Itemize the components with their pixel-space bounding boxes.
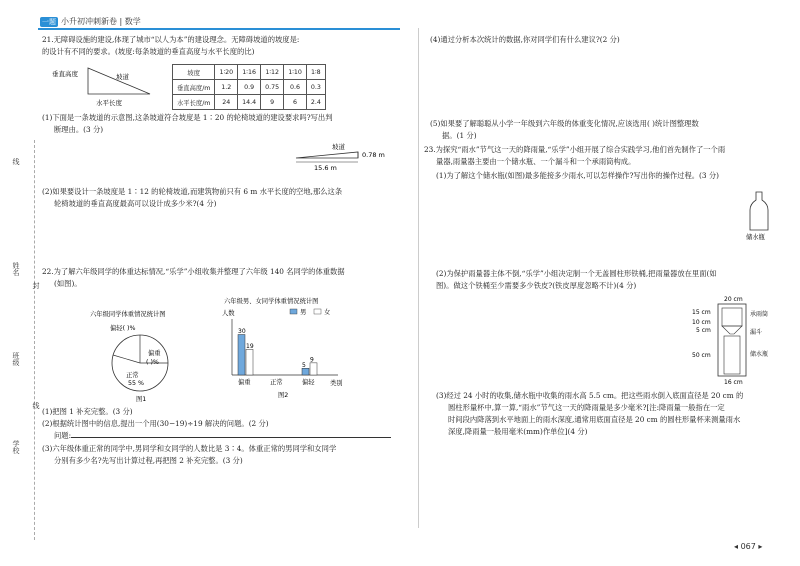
table-cell: 24 bbox=[215, 95, 238, 110]
bar-girl bbox=[310, 363, 317, 375]
q21-p1-line2: 断理由。(3 分) bbox=[54, 125, 104, 134]
q23-p3-line4: 深度,降雨量一般用毫米(mm)作单位](4 分) bbox=[448, 427, 588, 436]
q21-p1-line1: (1)下面是一条坡道的示意图,这条坡道符合坡度是 1∶20 的轮椅坡道的建设要求吗?写出判 bbox=[42, 113, 333, 122]
slope-table bbox=[172, 64, 326, 110]
q22-p2: (2)根据统计图中的信息,提出一个用(30−19)÷19 解决的问题。(2 分) bbox=[42, 419, 269, 428]
pie-label-normal: 正常 bbox=[126, 372, 139, 379]
q22-p2-blank-label: 问题: bbox=[54, 431, 72, 440]
q22-p3-line2: 分别有多少名?先写出计算过程,再把图 2 补充完整。(3 分) bbox=[54, 456, 243, 465]
q21-intro-line2: 的设计有不同的要求。(坡度:每条坡道的垂直高度与水平长度的比) bbox=[42, 47, 255, 56]
rain-cup bbox=[722, 308, 742, 326]
storage-bottle bbox=[724, 336, 740, 374]
bar-girl bbox=[246, 349, 253, 375]
q22-p1: (1)把图 1 补充完整。(3 分) bbox=[42, 407, 133, 416]
q23-intro-line2: 量器,雨量器主要由一个储水瓶、一个漏斗和一个承雨筒构成。 bbox=[436, 157, 636, 166]
page-number-text: 067 bbox=[740, 542, 756, 551]
dim-20cm: 20 cm bbox=[724, 296, 743, 303]
q22-p3-line1: (3)六年级体重正常的同学中,男同学和女同学的人数比是 3∶4。体重正常的男同学和女同学 bbox=[42, 444, 337, 453]
table-cell: 9 bbox=[261, 95, 284, 110]
pie-label-light: 偏轻( )% bbox=[110, 325, 136, 332]
bar-value-label: 5 bbox=[302, 361, 306, 369]
bar-boy bbox=[238, 335, 245, 376]
q22-intro-line1: 22.为了解六年级同学的体重达标情况,“乐学”小组收集并整理了六年级 140 名同学的体重数据 bbox=[42, 267, 345, 276]
table-cell: 14.4 bbox=[238, 95, 261, 110]
pie-title: 六年级同学体重情况统计图 bbox=[90, 311, 166, 318]
header-rule bbox=[38, 28, 400, 30]
q23-p2-line2: 图)。做这个铁桶至少需要多少铁皮?(铁皮厚度忽略不计)(4 分) bbox=[436, 281, 637, 290]
q23-p1: (1)为了解这个储水瓶(如图)最多能接多少雨水,可以怎样操作?写出你的操作过程。(3 分) bbox=[436, 171, 720, 180]
table-cell: 0.75 bbox=[261, 80, 284, 95]
q23-intro-line1: 23.为探究“雨水”节气这一天的降雨量,“乐学”小组开展了综合实践学习,他们首先制作了一个雨 bbox=[424, 145, 726, 154]
table-cell: 1∶8 bbox=[306, 65, 325, 80]
table-row bbox=[173, 95, 326, 110]
table-cell: 1.2 bbox=[215, 80, 238, 95]
pie-label-heavy-pct: ( )% bbox=[146, 359, 159, 366]
pie-divider bbox=[113, 355, 140, 363]
pie-caption: 图1 bbox=[136, 396, 147, 403]
bar-value-label: 19 bbox=[246, 342, 254, 350]
sketch-length-label: 水平长度 bbox=[96, 99, 122, 107]
dim-10cm: 10 cm bbox=[692, 319, 711, 326]
legend-girl-swatch bbox=[314, 309, 321, 314]
x-tick-label: 正常 bbox=[270, 379, 283, 386]
bar-caption: 图2 bbox=[278, 392, 289, 399]
bar-unit: 人数 bbox=[222, 310, 235, 317]
q22-intro-line2: (如图)。 bbox=[54, 279, 82, 288]
ramp-sketch bbox=[50, 62, 160, 110]
ramp-diagram bbox=[290, 138, 400, 172]
table-cell: 2.4 bbox=[306, 95, 325, 110]
label-cup: 承雨筒 bbox=[750, 311, 769, 318]
table-cell: 1∶12 bbox=[261, 65, 284, 80]
header-title: 小升初冲刺新卷 | 数学 bbox=[61, 17, 141, 26]
dim-50cm: 50 cm bbox=[692, 352, 711, 359]
bar-value-label: 9 bbox=[310, 356, 314, 364]
bar-value-label: 30 bbox=[238, 328, 246, 335]
pie-chart bbox=[90, 308, 200, 404]
table-cell: 水平长度/m bbox=[173, 95, 215, 110]
bottle-icon bbox=[750, 192, 768, 230]
q22-p4: (4)通过分析本次统计的数据,你对同学们有什么建议?(2 分) bbox=[430, 35, 620, 44]
q21-p2-line2: 轮椅坡道的垂直高度最高可以设计成多少米?(4 分) bbox=[54, 199, 217, 208]
margin-label-class: 班级 bbox=[12, 352, 20, 366]
dim-16cm: 16 cm bbox=[724, 379, 743, 386]
pie-label-heavy: 偏重 bbox=[148, 350, 161, 357]
pie-label-normal-pct: 55 % bbox=[128, 380, 144, 387]
prev-page-icon[interactable]: ◂ bbox=[734, 542, 739, 551]
water-bottle-figure bbox=[736, 190, 786, 240]
table-row bbox=[173, 65, 326, 80]
page-number bbox=[734, 542, 762, 551]
x-tick-label: 偏轻 bbox=[302, 379, 315, 386]
table-cell: 垂直高度/m bbox=[173, 80, 215, 95]
table-row bbox=[173, 80, 326, 95]
bar-boy bbox=[302, 368, 309, 375]
legend-boy: 男 bbox=[300, 309, 307, 316]
ramp-height-label: 0.78 m bbox=[362, 151, 385, 159]
legend-boy-swatch bbox=[290, 309, 297, 314]
funnel-icon bbox=[722, 326, 742, 334]
q23-p3-line1: (3)经过 24 小时的收集,储水瓶中收集的雨水高 5.5 cm。把这些雨水倒入底面直径是 20 cm 的 bbox=[436, 391, 744, 400]
ramp-length-label: 15.6 m bbox=[314, 164, 337, 172]
next-page-icon[interactable]: ▸ bbox=[758, 542, 763, 551]
table-cell: 0.9 bbox=[238, 80, 261, 95]
sketch-height-label: 垂直高度 bbox=[52, 70, 78, 78]
table-cell: 0.3 bbox=[306, 80, 325, 95]
table-cell: 6 bbox=[284, 95, 307, 110]
label-bottle: 储水瓶 bbox=[750, 351, 769, 358]
table-cell: 1∶16 bbox=[238, 65, 261, 80]
label-funnel: 漏斗 bbox=[750, 329, 763, 336]
table-cell: 0.6 bbox=[284, 80, 307, 95]
q23-p3-line3: 时间段内降落到水平地面上的雨水深度,通常用底面直径是 20 cm 的圆柱形量杯来测量雨水 bbox=[448, 415, 741, 424]
margin-label-name: 姓名 bbox=[12, 262, 20, 276]
q22-p5-line2: 据。(1 分) bbox=[442, 131, 477, 140]
series-badge: 一题 bbox=[42, 18, 56, 26]
margin-label-school: 学校 bbox=[12, 440, 20, 454]
answer-blank[interactable] bbox=[71, 437, 391, 438]
margin-label-line-1: 线 bbox=[12, 158, 20, 165]
sketch-ramp-label: 坡道 bbox=[116, 73, 129, 81]
table-cell: 1∶20 bbox=[215, 65, 238, 80]
q21-p2-line1: (2)如果要设计一条坡度是 1∶12 的轮椅坡道,而建筑物前只有 6 m 水平长度的空地,那么这条 bbox=[42, 187, 343, 196]
legend-girl: 女 bbox=[324, 309, 331, 316]
margin-label-line-2: 线 bbox=[32, 402, 40, 409]
q21-intro-line1: 21.无障碍设施的建设,体现了城市“以人为本”的建设理念。无障碍坡道的坡度是: bbox=[42, 35, 300, 44]
binding-line bbox=[34, 140, 35, 540]
bar-chart bbox=[218, 295, 393, 403]
margin-label-seal: 封 bbox=[32, 282, 40, 289]
table-cell: 坡度 bbox=[173, 65, 215, 80]
q22-p2-answer-label bbox=[54, 430, 391, 441]
table-cell: 1∶10 bbox=[284, 65, 307, 80]
ramp-label: 坡道 bbox=[332, 143, 345, 151]
x-tick-label: 偏重 bbox=[238, 379, 251, 386]
dim-15cm: 15 cm bbox=[692, 309, 711, 316]
bottle-caption: 储水瓶 bbox=[746, 234, 765, 240]
bar-title: 六年级男、女同学体重情况统计图 bbox=[224, 298, 319, 305]
dim-5cm: 5 cm bbox=[696, 327, 711, 334]
column-divider bbox=[418, 28, 419, 528]
q22-p5-line1: (5)如果要了解聪聪从小学一年级到六年级的体重变化情况,应该选用( )统计图整理数 bbox=[430, 119, 699, 128]
x-axis-label: 类别 bbox=[330, 380, 343, 387]
q23-p2-line1: (2)为保护雨量器主体不倒,“乐学”小组决定制一个无盖圆柱形铁桶,把雨量器放在里面(如 bbox=[436, 269, 717, 278]
q23-p3-line2: 圆柱形量杯中,算一算,“雨水”节气这一天的降雨量是多少毫米?[注:降雨量一般指在一定 bbox=[448, 403, 725, 412]
rain-gauge-figure bbox=[692, 294, 792, 386]
